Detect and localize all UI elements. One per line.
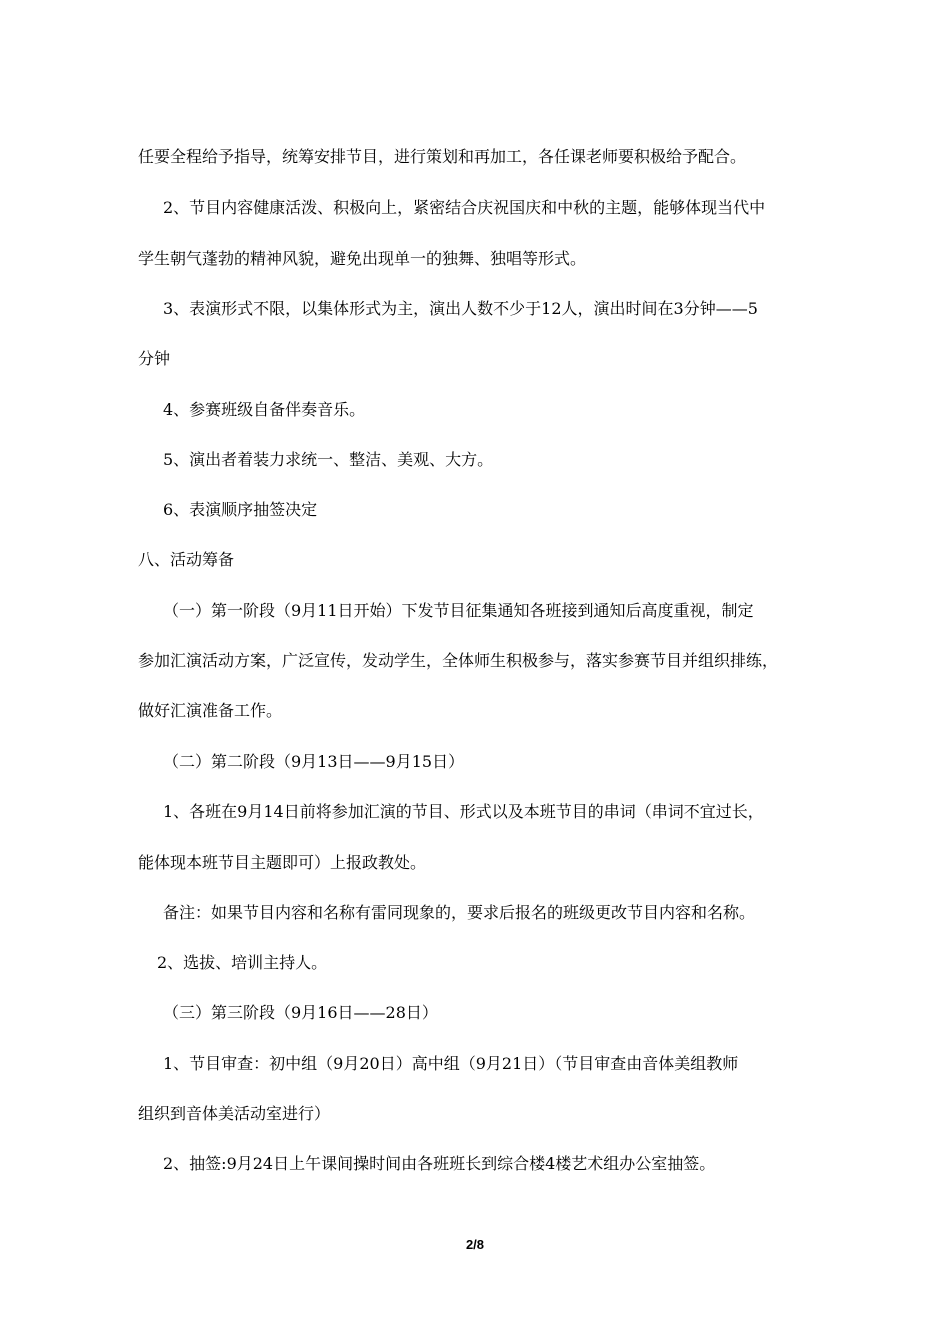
- body-line: 参加汇演活动方案，广泛宣传，发动学生，全体师生积极参与，落实参赛节目并组织排练，: [138, 651, 779, 670]
- section-heading: 八、活动筹备: [138, 550, 235, 569]
- body-line: 任要全程给予指导，统筹安排节目，进行策划和再加工，各任课老师要积极给予配合。: [138, 147, 747, 166]
- body-line: 分钟: [138, 349, 171, 368]
- body-line: 4、参赛班级自备伴奏音乐。: [163, 400, 366, 419]
- body-line: 能体现本班节目主题即可）上报政教处。: [138, 853, 427, 872]
- body-line: 1、节目审查：初中组（9月20日）高中组（9月21日）（节目审查由音体美组教师: [163, 1054, 739, 1073]
- subsection-heading: （二）第二阶段（9月13日——9月15日）: [163, 752, 465, 771]
- body-line: 1、各班在9月14日前将参加汇演的节目、形式以及本班节目的串词（串词不宜过长，: [163, 802, 764, 821]
- body-line: 2、节目内容健康活泼、积极向上，紧密结合庆祝国庆和中秋的主题，能够体现当代中: [163, 198, 766, 217]
- body-line: 3、表演形式不限，以集体形式为主，演出人数不少于12人，演出时间在3分钟——5: [163, 299, 758, 318]
- body-line: （一）第一阶段（9月11日开始）下发节目征集通知各班接到通知后高度重视，制定: [163, 601, 754, 620]
- body-line: 6、表演顺序抽签决定: [163, 500, 318, 519]
- note-line: 备注：如果节目内容和名称有雷同现象的，要求后报名的班级更改节目内容和名称。: [163, 903, 756, 922]
- subsection-heading: （三）第三阶段（9月16日——28日）: [163, 1003, 438, 1022]
- body-line: 组织到音体美活动室进行）: [138, 1104, 331, 1123]
- body-line: 2、抽签:9月24日上午课间操时间由各班班长到综合楼4楼艺术组办公室抽签。: [163, 1154, 716, 1173]
- body-line: 5、演出者着装力求统一、整洁、美观、大方。: [163, 450, 494, 469]
- body-line: 2、选拔、培训主持人。: [157, 953, 328, 972]
- body-line: 学生朝气蓬勃的精神风貌，避免出现单一的独舞、独唱等形式。: [138, 249, 587, 268]
- page-number: 2/8: [465, 1237, 485, 1252]
- body-line: 做好汇演准备工作。: [138, 701, 283, 720]
